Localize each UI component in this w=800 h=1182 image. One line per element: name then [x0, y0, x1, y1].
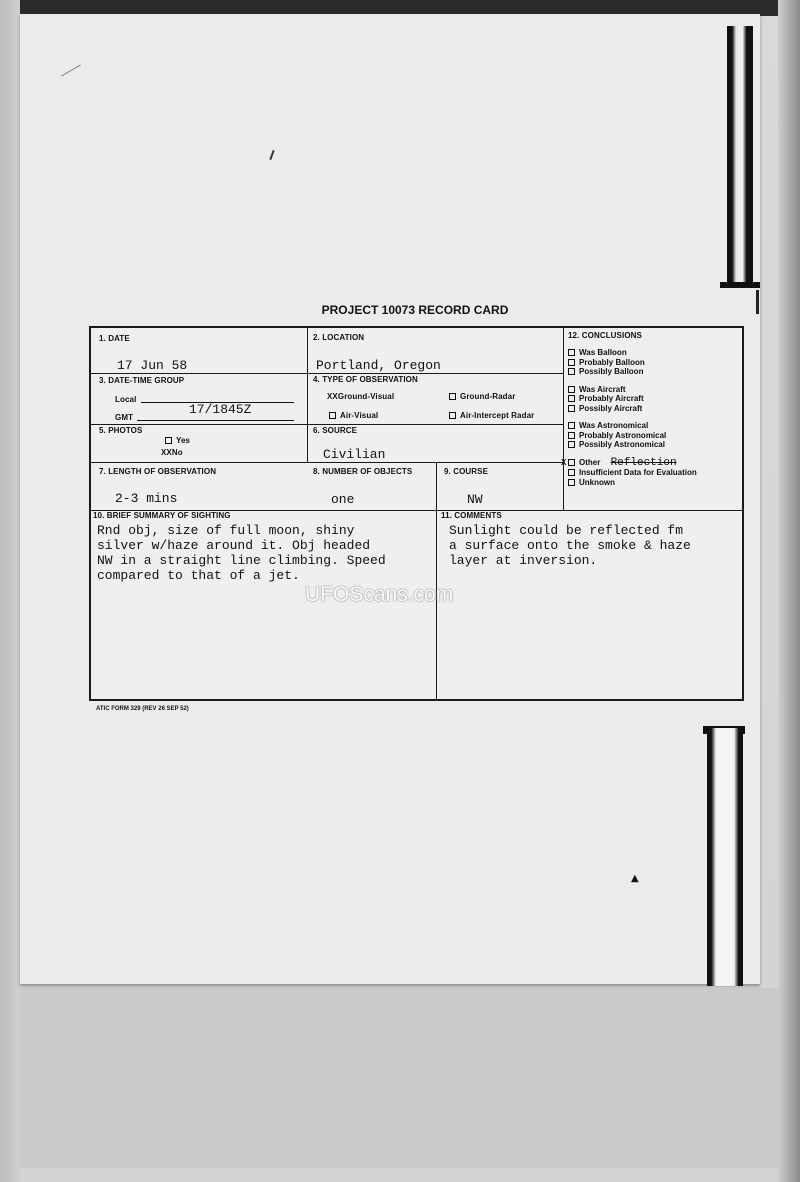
conclusion-other [561, 456, 744, 469]
conclusion-checkbox [568, 395, 575, 402]
conclusion-probably-balloon [568, 358, 744, 368]
conclusion-possibly-astronomical [568, 440, 744, 450]
dtg-gmt-label: GMT [115, 413, 134, 422]
scan-right-edge [778, 0, 800, 1182]
conclusion-checkbox [568, 359, 575, 366]
binder-clip-top [727, 26, 753, 288]
length-label: 7. LENGTH OF OBSERVATION [99, 467, 217, 476]
astronomical-group [568, 421, 744, 450]
objects-value: one [331, 492, 355, 507]
card-title: PROJECT 10073 RECORD CARD [321, 303, 509, 317]
type-observation-label: 4. TYPE OF OBSERVATION [313, 375, 418, 384]
conclusion-label: Possibly Balloon [579, 367, 644, 376]
length-value: 2-3 mins [115, 491, 178, 506]
summary-label: 10. BRIEF SUMMARY OF SIGHTING [93, 511, 231, 520]
form-id: ATIC FORM 329 (REV 26 SEP 52) [96, 706, 189, 712]
conclusion-checkbox [568, 479, 575, 486]
conclusion-was-astronomical [568, 421, 744, 431]
photos-label: 5. PHOTOS [99, 426, 143, 435]
ground-radar-label: Ground-Radar [460, 392, 516, 401]
ground-visual-mark: XX [327, 392, 338, 401]
conclusion-checkbox [568, 432, 575, 439]
source-value: Civilian [323, 447, 386, 462]
divider-row3 [91, 462, 563, 463]
conclusions-label: 12. CONCLUSIONS [568, 331, 642, 340]
conclusion-unknown [568, 478, 744, 488]
record-card [89, 326, 744, 701]
other-group [561, 456, 744, 488]
conclusion-label: Probably Balloon [579, 357, 645, 367]
comments-text: Sunlight could be reflected fm a surface onto the smoke & haze layer at inversion. [449, 523, 691, 568]
balloon-group [568, 348, 744, 377]
conclusions-list [561, 348, 744, 487]
scan-left-edge [0, 0, 20, 1182]
conclusion-checkbox [568, 469, 575, 476]
ground-visual-option [327, 392, 394, 401]
summary-text: Rnd obj, size of full moon, shiny silver w/haze around it. Obj headed NW in a straight line climbing. Speed compared to that of a jet. [97, 523, 386, 583]
conclusion-probably-aircraft [568, 394, 744, 404]
air-visual-checkbox [329, 412, 336, 419]
conclusion-checkbox [568, 386, 575, 393]
aircraft-group [568, 385, 744, 414]
conclusion-checkbox [568, 349, 575, 356]
conclusion-label: Probably Astronomical [579, 430, 667, 440]
conclusion-probably-astronomical [568, 431, 744, 441]
photos-yes-label: Yes [176, 436, 191, 445]
binder-clip-top-foot [720, 282, 760, 288]
conclusion-checkbox [568, 422, 575, 429]
photos-no-option [161, 448, 183, 457]
dtg-gmt-line [137, 420, 294, 421]
ground-radar-checkbox [449, 393, 456, 400]
divider-col2 [561, 328, 567, 510]
ground-radar-option [449, 392, 515, 401]
conclusion-was-balloon [568, 348, 744, 358]
date-label: 1. DATE [99, 334, 130, 343]
photos-no-label: No [171, 448, 183, 457]
conclusion-label: Possibly Aircraft [579, 403, 643, 413]
conclusion-checkbox [568, 441, 575, 448]
ground-visual-label: Ground-Visual [337, 392, 395, 401]
comments-label: 11. COMMENTS [441, 511, 502, 520]
course-value: NW [467, 492, 483, 507]
conclusion-label: Unknown [579, 477, 615, 487]
other-label: Other [579, 457, 601, 467]
divider-objects-course [436, 462, 437, 510]
watermark: UFOScans.com [305, 583, 454, 606]
objects-label: 8. NUMBER OF OBJECTS [313, 467, 413, 476]
air-intercept-label: Air-Intercept Radar [460, 411, 535, 420]
conclusion-label: Probably Aircraft [579, 394, 644, 403]
binder-clip-side [756, 290, 759, 314]
conclusion-checkbox [568, 368, 575, 375]
conclusion-label: Was Astronomical [579, 421, 649, 430]
other-mark: X [561, 457, 567, 467]
dtg-local-label: Local [115, 395, 137, 404]
dtg-gmt-value: 17/1845Z [189, 402, 252, 417]
conclusion-possibly-balloon [568, 367, 744, 377]
binder-clip-bottom [707, 728, 743, 986]
course-label: 9. COURSE [444, 467, 489, 476]
conclusion-label: Possibly Astronomical [579, 440, 665, 449]
photos-no-mark: XX [161, 448, 172, 457]
photos-yes-option [165, 436, 190, 445]
scan-lower-background [20, 988, 780, 1168]
other-value: Reflection [610, 456, 677, 469]
air-visual-option [329, 411, 378, 420]
dtg-label: 3. DATE-TIME GROUP [99, 376, 185, 385]
conclusion-label: Insufficient Data for Evaluation [579, 468, 697, 477]
air-intercept-option [449, 411, 534, 420]
conclusion-possibly-aircraft [568, 404, 744, 414]
conclusion-insufficient [568, 468, 744, 478]
conclusion-was-aircraft [568, 385, 744, 395]
photos-yes-checkbox [165, 437, 172, 444]
divider-col1 [307, 328, 308, 463]
source-label: 6. SOURCE [313, 426, 358, 435]
location-label: 2. LOCATION [313, 333, 365, 342]
conclusion-label: Was Aircraft [579, 384, 626, 394]
conclusion-checkbox [568, 459, 575, 466]
date-value: 17 Jun 58 [117, 358, 188, 373]
arrow-mark: ▲ [631, 873, 639, 884]
air-intercept-checkbox [449, 412, 456, 419]
air-visual-label: Air-Visual [340, 411, 379, 420]
conclusion-checkbox [568, 405, 575, 412]
location-value: Portland, Oregon [316, 358, 441, 373]
divider-row1 [91, 373, 563, 374]
conclusion-label: Was Balloon [579, 348, 627, 357]
divider-row2 [91, 424, 563, 425]
